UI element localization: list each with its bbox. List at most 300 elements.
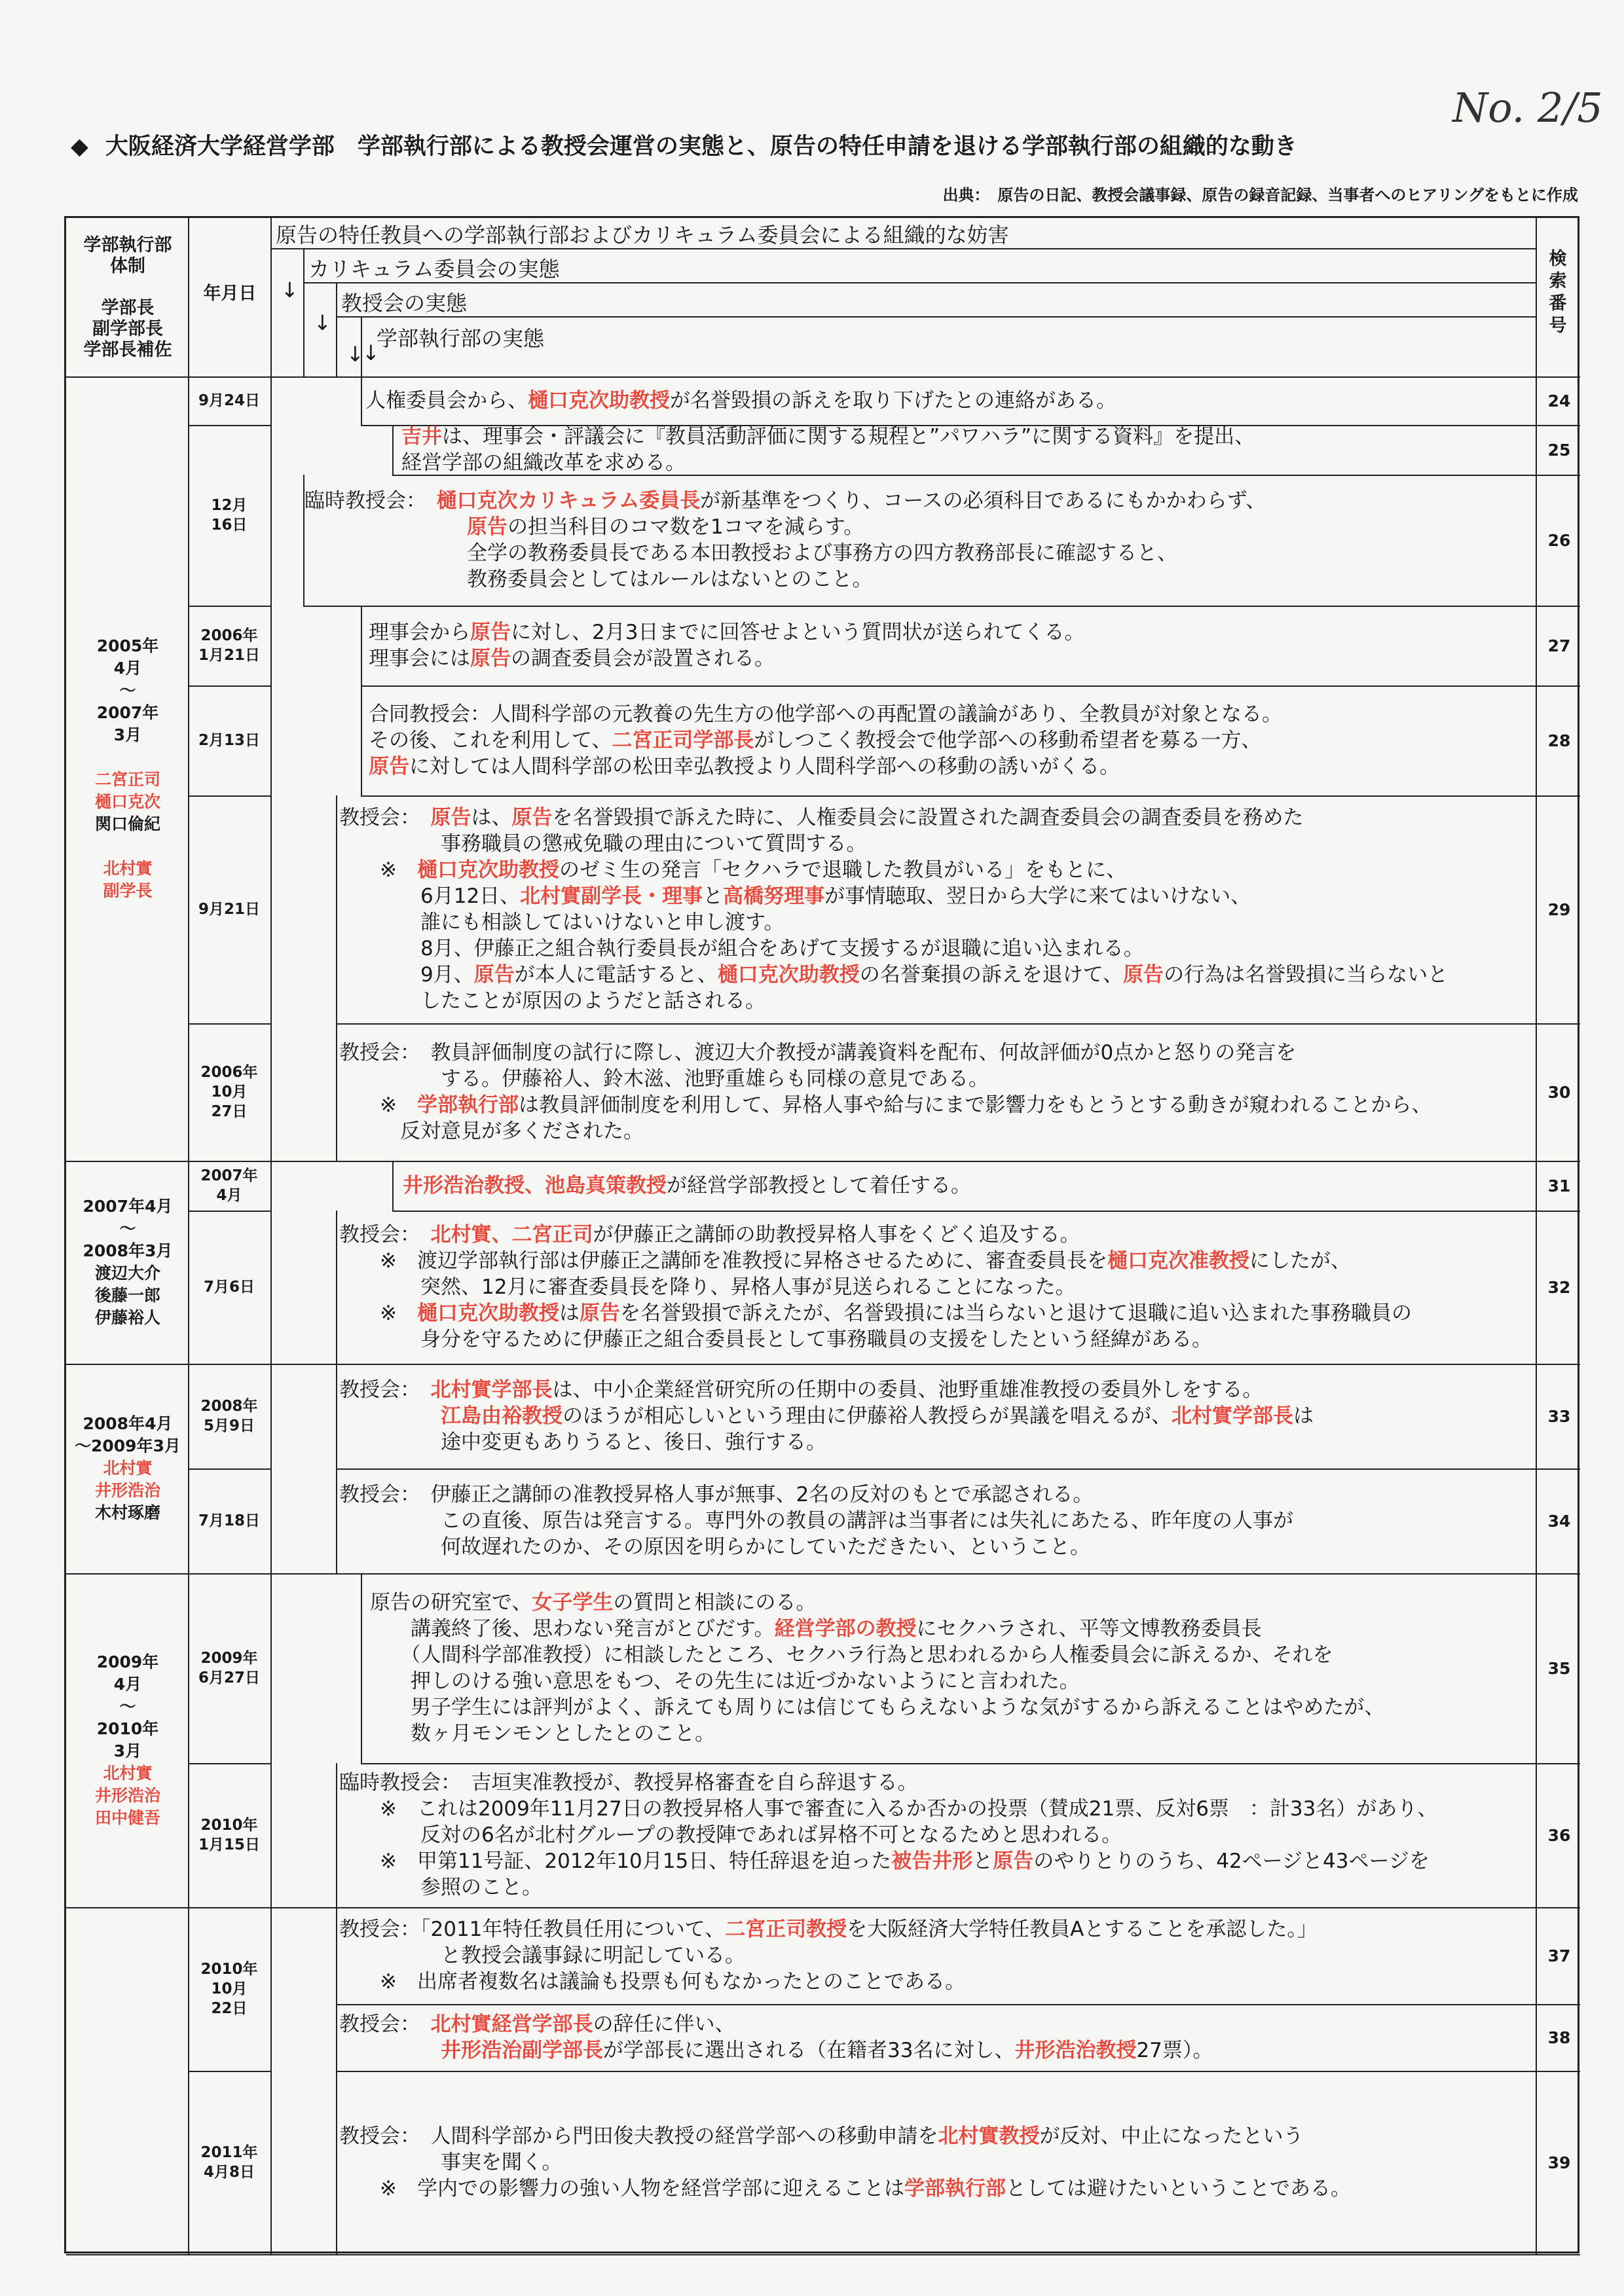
entry-segment: 臨時教授会： bbox=[304, 489, 437, 513]
search-number: 32 bbox=[1547, 1277, 1571, 1297]
date-cell: 2010年 10月 22日 bbox=[200, 1961, 258, 2017]
highlighted-name: 原告 bbox=[430, 806, 471, 829]
period-line: 井形浩治 bbox=[94, 1481, 160, 1500]
rule bbox=[303, 606, 1580, 607]
period-line: 2009年 bbox=[96, 1652, 159, 1671]
entry-segment: が経営学部教授として着任する。 bbox=[667, 1174, 971, 1197]
search-number: 34 bbox=[1547, 1511, 1571, 1531]
rule bbox=[361, 795, 1580, 797]
entry-text bbox=[403, 1173, 971, 1199]
entry-line bbox=[339, 1508, 1293, 1534]
entry-segment: のやりとりのうち、42ページと43ページを bbox=[1033, 1850, 1430, 1873]
entry-segment: は、 bbox=[471, 806, 512, 829]
entry-text bbox=[339, 805, 1448, 1014]
period-line: 二宮正司 bbox=[94, 770, 160, 789]
page-title bbox=[71, 128, 1297, 161]
period-line: ～2009年3月 bbox=[75, 1436, 181, 1455]
entry-segment: にセクハラされ、平等文博教務委員長 bbox=[916, 1617, 1262, 1641]
entry-line bbox=[339, 2149, 1351, 2176]
highlighted-name: 原告 bbox=[369, 755, 409, 778]
entry-segment: ※ 出席者複数名は議論も投票も何もなかったとのことである。 bbox=[339, 1970, 965, 1994]
period-line: 2007年 bbox=[96, 703, 159, 722]
period-line: 関口倫紀 bbox=[94, 814, 160, 833]
date-cell: 9月24日 bbox=[198, 392, 260, 409]
entry-segment: が新基準をつくり、コースの必須科目であるにもかかわらず、 bbox=[700, 489, 1266, 513]
date-cell: 2006年 1月21日 bbox=[198, 627, 260, 664]
rule bbox=[336, 1763, 337, 1907]
entry-segment: 教授会： 人間科学部から門田俊夫教授の経営学部への移動申請を bbox=[339, 2124, 938, 2148]
period-line bbox=[69, 746, 187, 769]
highlighted-name: 樋口克次カリキュラム委員長 bbox=[436, 489, 701, 513]
entry-segment: を名誉毀損で訴えたが、名誉毀損には当らないと退けて退職に追い込まれた事務職員の bbox=[619, 1302, 1412, 1325]
entry-segment: 反対意見が多くだされた。 bbox=[339, 1120, 644, 1143]
period-block bbox=[69, 635, 187, 902]
search-number: 30 bbox=[1547, 1082, 1571, 1102]
highlighted-name: 原告 bbox=[511, 806, 553, 829]
entry-segment: は、理事会・評議会に『教員活動評価に関する規程と”パワハラ”に関する資料』を提出、 bbox=[442, 425, 1255, 448]
entry-segment: の調査委員会が設置される。 bbox=[511, 647, 775, 670]
entry-line bbox=[369, 754, 1282, 780]
header-level3: 教授会の実態 bbox=[341, 291, 468, 316]
entry-line bbox=[370, 1694, 1384, 1721]
entry-text bbox=[339, 2123, 1351, 2202]
entry-segment: は bbox=[559, 1302, 580, 1325]
entry-segment: は、中小企業経営研究所の任期中の委員、池野重雄准教授の委員外しをする。 bbox=[552, 1378, 1263, 1402]
col-search-header: 検 索 番 号 bbox=[1549, 249, 1567, 336]
entry-line bbox=[365, 388, 1116, 414]
entry-segment: が反対、中止になったという bbox=[1039, 2124, 1304, 2148]
highlighted-name: 北村實副学長・理事 bbox=[520, 884, 703, 908]
rule bbox=[336, 1468, 337, 1573]
entry-segment: 9月、 bbox=[339, 963, 474, 987]
rule bbox=[1536, 218, 1537, 2254]
entry-text bbox=[339, 1222, 1412, 1353]
entry-line bbox=[339, 988, 1448, 1014]
entry-segment: 教授会： 伊藤正之講師の准教授昇格人事が無事、2名の反対のもとで承認される。 bbox=[339, 1483, 1094, 1506]
rule bbox=[336, 1023, 337, 1161]
col-executive-header: 学部執行部 体制 学部長 副学部長 学部長補佐 bbox=[83, 235, 172, 360]
entry-segment: にしたが、 bbox=[1249, 1249, 1351, 1273]
highlighted-name: 女子学生 bbox=[532, 1591, 614, 1614]
entry-line bbox=[339, 1770, 1437, 1796]
entry-line bbox=[339, 1403, 1314, 1429]
entry-segment: 原告の研究室で、 bbox=[370, 1591, 532, 1614]
period-line: 副学長 bbox=[103, 881, 153, 900]
entry-text bbox=[370, 1590, 1384, 1747]
entry-text bbox=[401, 424, 1255, 476]
rule bbox=[361, 1573, 362, 1763]
header-level4: 学部執行部の実態 bbox=[377, 326, 545, 351]
date-cell: 2008年 5月9日 bbox=[200, 1398, 258, 1434]
search-number: 29 bbox=[1547, 900, 1571, 919]
entry-line bbox=[339, 1534, 1293, 1560]
rule bbox=[336, 2254, 1580, 2255]
period-line: 北村實 bbox=[103, 1459, 153, 1478]
entry-segment: が伊藤正之講師の助教授昇格人事をくどく追及する。 bbox=[593, 1223, 1080, 1247]
entry-segment: ※ これは2009年11月27日の教授昇格人事で審査に入るか否かの投票（賛成21票、反対6票 ：計33名）があり、 bbox=[339, 1797, 1438, 1821]
highlighted-name: 学部執行部 bbox=[416, 1093, 519, 1117]
entry-segment: この直後、原告は発言する。専門外の教員の講評は当事者には失礼にあたる、昨年度の人事が bbox=[339, 1509, 1293, 1533]
entry-line bbox=[339, 1066, 1431, 1092]
period-line: 木村琢磨 bbox=[94, 1503, 160, 1522]
entry-segment: に対し、2月3日までに回答せよという質問状が送られてくる。 bbox=[511, 621, 1085, 644]
entry-segment bbox=[304, 515, 467, 539]
entry-segment: 教授会：「2011年特任教員任用について、 bbox=[339, 1918, 726, 1941]
highlighted-name: 樋口克次助教授 bbox=[416, 858, 559, 882]
entry-segment: のゼミ生の発言「セクハラで退職した教員がいる」をもとに、 bbox=[559, 858, 1127, 882]
period-line: 2010年 bbox=[96, 1719, 159, 1738]
down-arrow-icon: ↓ bbox=[314, 310, 331, 335]
entry-segment: ※ 学内での影響力の強い人物を経営学部に迎えることは bbox=[339, 2177, 904, 2200]
highlighted-name: 原告 bbox=[579, 1302, 620, 1325]
entry-segment: 8月、伊藤正之組合執行委員長が組合をあげて支援するが退職に追い込まれる。 bbox=[339, 937, 1144, 960]
search-number: 35 bbox=[1547, 1658, 1571, 1678]
entry-segment: 参照のこと。 bbox=[339, 1876, 542, 1899]
entry-segment: を大阪経済大学特任教員Aとすることを承認した。」 bbox=[847, 1918, 1318, 1941]
period-line: 渡辺大介 bbox=[94, 1264, 160, 1283]
period-line: 伊藤裕人 bbox=[94, 1308, 160, 1327]
entry-segment: は bbox=[1293, 1404, 1314, 1428]
highlighted-name: 原告 bbox=[470, 621, 511, 644]
col-date-header: 年月日 bbox=[203, 283, 257, 304]
entry-segment: と bbox=[972, 1850, 993, 1873]
down-arrow-icon: ↓ bbox=[281, 278, 299, 302]
period-line: 2007年4月 bbox=[83, 1197, 173, 1216]
entry-segment: 6月12日、 bbox=[339, 884, 521, 908]
entry-line bbox=[304, 566, 1266, 592]
entry-segment: 男子学生には評判がよく、訴えても周りには信じてもらえないような気がするから訴えることはやめたが、 bbox=[370, 1696, 1385, 1719]
rule bbox=[336, 282, 337, 376]
entry-line bbox=[339, 2123, 1351, 2149]
rule bbox=[336, 1161, 1580, 1162]
timeline-table bbox=[64, 216, 1579, 2253]
entry-line bbox=[339, 1482, 1293, 1508]
search-number: 39 bbox=[1547, 2153, 1571, 2172]
highlighted-name: 樋口克次助教授 bbox=[416, 1302, 559, 1325]
rule bbox=[392, 1161, 394, 1211]
rule bbox=[361, 376, 362, 425]
entry-segment: 教授会： 教員評価制度の試行に際し、渡辺大介教授が講義資料を配布、何故評価が0点かと怒りの発言を bbox=[339, 1041, 1297, 1065]
entry-segment: が事情聴取、翌日から大学に来てはいけない、 bbox=[824, 884, 1251, 908]
entry-line bbox=[370, 1616, 1384, 1642]
rule bbox=[336, 1907, 1580, 1908]
date-cell: 7月18日 bbox=[198, 1512, 260, 1529]
entry-text bbox=[304, 488, 1266, 592]
search-number: 28 bbox=[1547, 731, 1571, 750]
search-number: 27 bbox=[1547, 636, 1571, 655]
entry-segment: 身分を守るために伊藤正之組合委員長として事務職員の支援をしたという経緯がある。 bbox=[339, 1328, 1212, 1351]
search-number: 31 bbox=[1547, 1176, 1571, 1195]
highlighted-name: 二宮正司学部長 bbox=[612, 729, 754, 752]
entry-line bbox=[339, 1118, 1431, 1144]
highlighted-name: 原告 bbox=[473, 963, 515, 987]
search-number: 38 bbox=[1547, 2028, 1571, 2047]
entry-segment: のほうが相応しいという理由に伊藤裕人教授らが異議を唱えるが、 bbox=[563, 1404, 1172, 1428]
date-cell: 2010年 1月15日 bbox=[198, 1817, 260, 1853]
entry-segment: と bbox=[703, 884, 724, 908]
diamond-bullet: ◆ bbox=[71, 134, 88, 160]
search-number: 24 bbox=[1547, 391, 1571, 410]
entry-segment: を名誉毀損で訴えた時に、人権委員会に設置された調査委員会の調査委員を務めた bbox=[552, 806, 1304, 829]
rule bbox=[336, 1468, 1580, 1470]
entry-segment: 理事会には bbox=[369, 647, 470, 670]
period-line: 2005年 bbox=[96, 636, 159, 655]
entry-line bbox=[339, 1916, 1318, 1942]
page-title-text: 大阪経済大学経営学部 学部執行部による教授会運営の実態と、原告の特任申請を退ける学部執行部の組織的な動き bbox=[105, 134, 1297, 160]
header-level1: 原告の特任教員への学部執行部およびカリキュラム委員会による組織的な妨害 bbox=[276, 223, 1009, 247]
entry-segment: 誰にも相談してはいけないと申し渡す。 bbox=[339, 911, 784, 934]
period-line: 3月 bbox=[113, 1741, 142, 1760]
entry-text bbox=[369, 701, 1282, 780]
entry-line bbox=[339, 2176, 1351, 2202]
entry-line bbox=[339, 1874, 1437, 1901]
date-cell: 2007年 4月 bbox=[200, 1167, 258, 1204]
entry-segment: 教授会： bbox=[339, 1378, 431, 1402]
entry-line bbox=[339, 1942, 1318, 1969]
entry-segment: の担当科目のコマ数を1コマを減らす。 bbox=[507, 515, 864, 539]
highlighted-name: 経営学部の教授 bbox=[774, 1617, 917, 1641]
rule bbox=[361, 685, 362, 795]
rule bbox=[66, 376, 1580, 378]
entry-segment: ※ bbox=[339, 1093, 417, 1117]
entry-segment: がしつこく教授会で他学部への移動希望者を募る一方、 bbox=[754, 729, 1262, 752]
period-line: 4月 bbox=[113, 659, 142, 678]
rule bbox=[336, 1907, 337, 2004]
entry-line bbox=[304, 514, 1266, 540]
date-cell: 12月 16日 bbox=[211, 497, 248, 534]
rule bbox=[336, 795, 337, 1023]
period-line bbox=[69, 835, 187, 858]
entry-line bbox=[339, 909, 1448, 936]
rule bbox=[361, 685, 1580, 687]
entry-line bbox=[339, 805, 1448, 831]
rule bbox=[303, 282, 1536, 283]
header-level2: カリキュラム委員会の実態 bbox=[308, 257, 560, 282]
entry-line bbox=[339, 883, 1448, 909]
entry-segment: 教授会： bbox=[339, 1223, 431, 1247]
entry-line bbox=[401, 424, 1255, 450]
entry-segment: 反対の6名が北村グループの教授陣であれば昇格不可となるためと思われる。 bbox=[339, 1823, 1122, 1847]
entry-segment bbox=[339, 2039, 441, 2062]
period-block bbox=[69, 1195, 187, 1329]
entry-segment: と教授会議事録に明記している。 bbox=[339, 1944, 745, 1967]
entry-line bbox=[369, 727, 1282, 754]
entry-line bbox=[369, 646, 1084, 672]
entry-segment: 何故遅れたのか、その原因を明らかにしていただきたい、ということ。 bbox=[339, 1535, 1090, 1559]
entry-segment: 人権委員会から、 bbox=[365, 389, 528, 412]
source-note: 出典： 原告の日記、教授会議事録、原告の録音記録、当事者へのヒアリングをもとに作成 bbox=[942, 186, 1578, 204]
entry-segment: 教務委員会としてはルールはないとのこと。 bbox=[304, 568, 873, 591]
rule bbox=[188, 2254, 270, 2255]
rule bbox=[336, 1364, 337, 1468]
entry-line bbox=[339, 1377, 1314, 1403]
rule bbox=[336, 2004, 1580, 2005]
highlighted-name: 北村實学部長 bbox=[1172, 1404, 1293, 1428]
highlighted-name: 北村實教授 bbox=[938, 2124, 1040, 2148]
highlighted-name: 井形浩治教授 bbox=[1014, 2039, 1137, 2062]
period-line: 後藤一郎 bbox=[94, 1286, 160, 1305]
entry-line bbox=[339, 1248, 1412, 1274]
highlighted-name: 樋口克次助教授 bbox=[528, 389, 670, 412]
entry-segment: としては避けたいということである。 bbox=[1005, 2177, 1351, 2200]
highlighted-name: 江島由裕教授 bbox=[441, 1404, 563, 1428]
entry-segment: 臨時教授会： 吉垣実准教授が、教授昇格審査を自ら辞退する。 bbox=[339, 1771, 918, 1795]
entry-segment: の行為は名誉毀損に当らないと bbox=[1164, 963, 1449, 987]
highlighted-name: 原告 bbox=[467, 515, 507, 539]
rule bbox=[336, 316, 1536, 318]
entry-line bbox=[339, 857, 1448, 883]
entry-segment: 教授会： bbox=[339, 806, 431, 829]
date-cell: 2011年 4月8日 bbox=[200, 2144, 258, 2181]
entry-segment: 事務職員の懲戒免職の理由について質問する。 bbox=[339, 832, 867, 856]
period-line: ～ bbox=[119, 681, 136, 700]
entry-line bbox=[339, 936, 1448, 962]
date-cell: 7月6日 bbox=[203, 1279, 255, 1296]
entry-line bbox=[339, 1326, 1412, 1353]
entry-line bbox=[339, 1796, 1437, 1822]
entry-text bbox=[339, 1040, 1431, 1144]
entry-line bbox=[304, 540, 1266, 566]
rule bbox=[270, 248, 1536, 249]
entry-segment: 経営学部の組織改革を求める。 bbox=[401, 451, 686, 475]
highlighted-name: 原告 bbox=[1123, 963, 1164, 987]
date-cell: 2月13日 bbox=[198, 732, 260, 749]
highlighted-name: 北村實、二宮正司 bbox=[430, 1223, 593, 1247]
entry-segment: その後、これを利用して、 bbox=[369, 729, 612, 752]
entry-segment: の辞任に伴い、 bbox=[593, 2013, 735, 2036]
period-line: ～ bbox=[119, 1219, 136, 1238]
entry-segment bbox=[339, 1404, 441, 1428]
entry-line bbox=[339, 1969, 1318, 1995]
rule bbox=[336, 1573, 1580, 1575]
highlighted-name: 原告 bbox=[470, 647, 511, 670]
entry-line bbox=[370, 1642, 1384, 1668]
entry-line bbox=[339, 1848, 1437, 1874]
entry-line bbox=[339, 1222, 1412, 1248]
highlighted-name: 北村實学部長 bbox=[430, 1378, 553, 1402]
entry-segment: 合同教授会：人間科学部の元教養の先生方の他学部への再配置の議論があり、全教員が対象となる。 bbox=[369, 702, 1282, 726]
rule bbox=[270, 218, 272, 2254]
period-line: 3月 bbox=[113, 725, 142, 744]
entry-segment: が本人に電話すると、 bbox=[514, 963, 718, 987]
entry-segment: が学部長に選出される（在籍者33名に対し、 bbox=[603, 2039, 1015, 2062]
date-cell: 2009年 6月27日 bbox=[198, 1650, 260, 1686]
entry-line bbox=[369, 619, 1084, 646]
rule bbox=[336, 2071, 1580, 2072]
rule bbox=[336, 1364, 1580, 1365]
entry-segment: 教授会： bbox=[339, 2013, 431, 2036]
down-arrow-icon: ↓ bbox=[346, 342, 364, 367]
page-number: No. 2/5 bbox=[1452, 84, 1603, 132]
highlighted-name: 二宮正司教授 bbox=[725, 1918, 847, 1941]
search-number: 25 bbox=[1547, 440, 1571, 460]
rule bbox=[392, 425, 394, 475]
entry-segment: （人間科学部准教授）に相談したところ、セクハラ行為と思われるから人権委員会に訴えるか、それを bbox=[370, 1643, 1333, 1667]
entry-segment: ※ 甲第11号証、2012年10月15日、特任辞退を迫った bbox=[339, 1850, 892, 1873]
entry-segment: ※ 渡辺学部執行部は伊藤正之講師を准教授に昇格させるために、審査委員長を bbox=[339, 1249, 1107, 1273]
entry-line bbox=[339, 2037, 1213, 2064]
entry-segment: に対しては人間科学部の松田幸弘教授より人間科学部への移動の誘いがくる。 bbox=[409, 755, 1120, 778]
entry-line bbox=[370, 1668, 1384, 1694]
entry-line bbox=[339, 2011, 1213, 2037]
entry-line bbox=[304, 488, 1266, 514]
period-line: 4月 bbox=[113, 1675, 142, 1694]
entry-line bbox=[339, 1822, 1437, 1848]
entry-segment: の質問と相談にのる。 bbox=[613, 1591, 817, 1614]
entry-segment: 全学の教務委員長である本田教授および事務方の四方教務部長に確認すると、 bbox=[304, 541, 1177, 565]
entry-text bbox=[365, 388, 1116, 414]
period-line: 樋口克次 bbox=[94, 792, 160, 811]
highlighted-name: 樋口克次助教授 bbox=[717, 963, 860, 987]
entry-segment: 押しのける強い意思をもつ、その先生には近づかないようにと言われた。 bbox=[370, 1669, 1080, 1693]
highlighted-name: 原告 bbox=[993, 1850, 1034, 1873]
rule bbox=[336, 1023, 1580, 1025]
entry-segment: 理事会から bbox=[369, 621, 470, 644]
entry-line bbox=[339, 831, 1448, 857]
highlighted-name: 北村實経営学部長 bbox=[430, 2013, 593, 2036]
entry-line bbox=[401, 450, 1255, 476]
search-number: 26 bbox=[1547, 530, 1571, 550]
highlighted-name: 樋口克次准教授 bbox=[1107, 1249, 1249, 1273]
entry-line bbox=[339, 1274, 1412, 1300]
entry-line bbox=[370, 1590, 1384, 1616]
search-number: 33 bbox=[1547, 1406, 1571, 1426]
date-cell: 2006年 10月 27日 bbox=[200, 1064, 258, 1120]
entry-segment: は教員評価制度を利用して、昇格人事や給与にまで影響力をもとうとする動きが窺われることから、 bbox=[518, 1093, 1432, 1117]
entry-text bbox=[339, 1916, 1318, 1995]
entry-segment: 講義終了後、思わない発言がとびだす。 bbox=[370, 1617, 775, 1641]
search-number: 36 bbox=[1547, 1825, 1571, 1845]
entry-segment: 途中変更もありうると、後日、強行する。 bbox=[339, 1430, 826, 1454]
rule bbox=[336, 2004, 337, 2071]
rule bbox=[361, 606, 362, 685]
entry-line bbox=[339, 1429, 1314, 1455]
date-cell: 9月21日 bbox=[198, 901, 260, 918]
entry-segment: が名誉毀損の訴えを取り下げたとの連絡がある。 bbox=[670, 389, 1116, 412]
down-arrow-icon: ↓ bbox=[362, 340, 380, 365]
entry-line bbox=[403, 1173, 971, 1199]
period-line: ～ bbox=[119, 1697, 136, 1716]
entry-text bbox=[339, 1482, 1293, 1560]
period-line: 北村實 bbox=[103, 859, 153, 878]
search-number: 37 bbox=[1547, 1946, 1571, 1965]
highlighted-name: 井形浩治副学部長 bbox=[441, 2039, 603, 2062]
entry-segment: する。伊藤裕人、鈴木滋、池野重雄らも同様の意見である。 bbox=[339, 1067, 989, 1091]
entry-text bbox=[339, 1377, 1314, 1455]
period-line: 田中健吾 bbox=[94, 1808, 160, 1827]
highlighted-name: 井形浩治教授、池島真策教授 bbox=[403, 1174, 667, 1197]
rule bbox=[361, 1763, 1580, 1764]
period-line: 2008年4月 bbox=[83, 1414, 173, 1433]
entry-segment: 27票）。 bbox=[1136, 2039, 1213, 2062]
entry-segment: の名誉棄損の訴えを退けて、 bbox=[859, 963, 1124, 987]
entry-text bbox=[369, 619, 1084, 672]
rule bbox=[336, 2071, 337, 2254]
period-line: 2008年3月 bbox=[83, 1241, 173, 1260]
entry-line bbox=[339, 1300, 1412, 1326]
highlighted-name: 吉井 bbox=[401, 425, 442, 448]
entry-segment: 事実を聞く。 bbox=[339, 2151, 563, 2174]
entry-line bbox=[339, 1092, 1431, 1118]
entry-text bbox=[339, 2011, 1213, 2064]
entry-line bbox=[339, 1040, 1431, 1066]
rule bbox=[303, 248, 304, 376]
entry-segment: ※ bbox=[339, 858, 417, 882]
period-line: 井形浩治 bbox=[94, 1786, 160, 1805]
entry-segment: 突然、12月に審査委員長を降り、昇格人事が見送られることになった。 bbox=[339, 1275, 1076, 1299]
period-block bbox=[69, 1413, 187, 1524]
period-line: 北村實 bbox=[103, 1764, 153, 1783]
